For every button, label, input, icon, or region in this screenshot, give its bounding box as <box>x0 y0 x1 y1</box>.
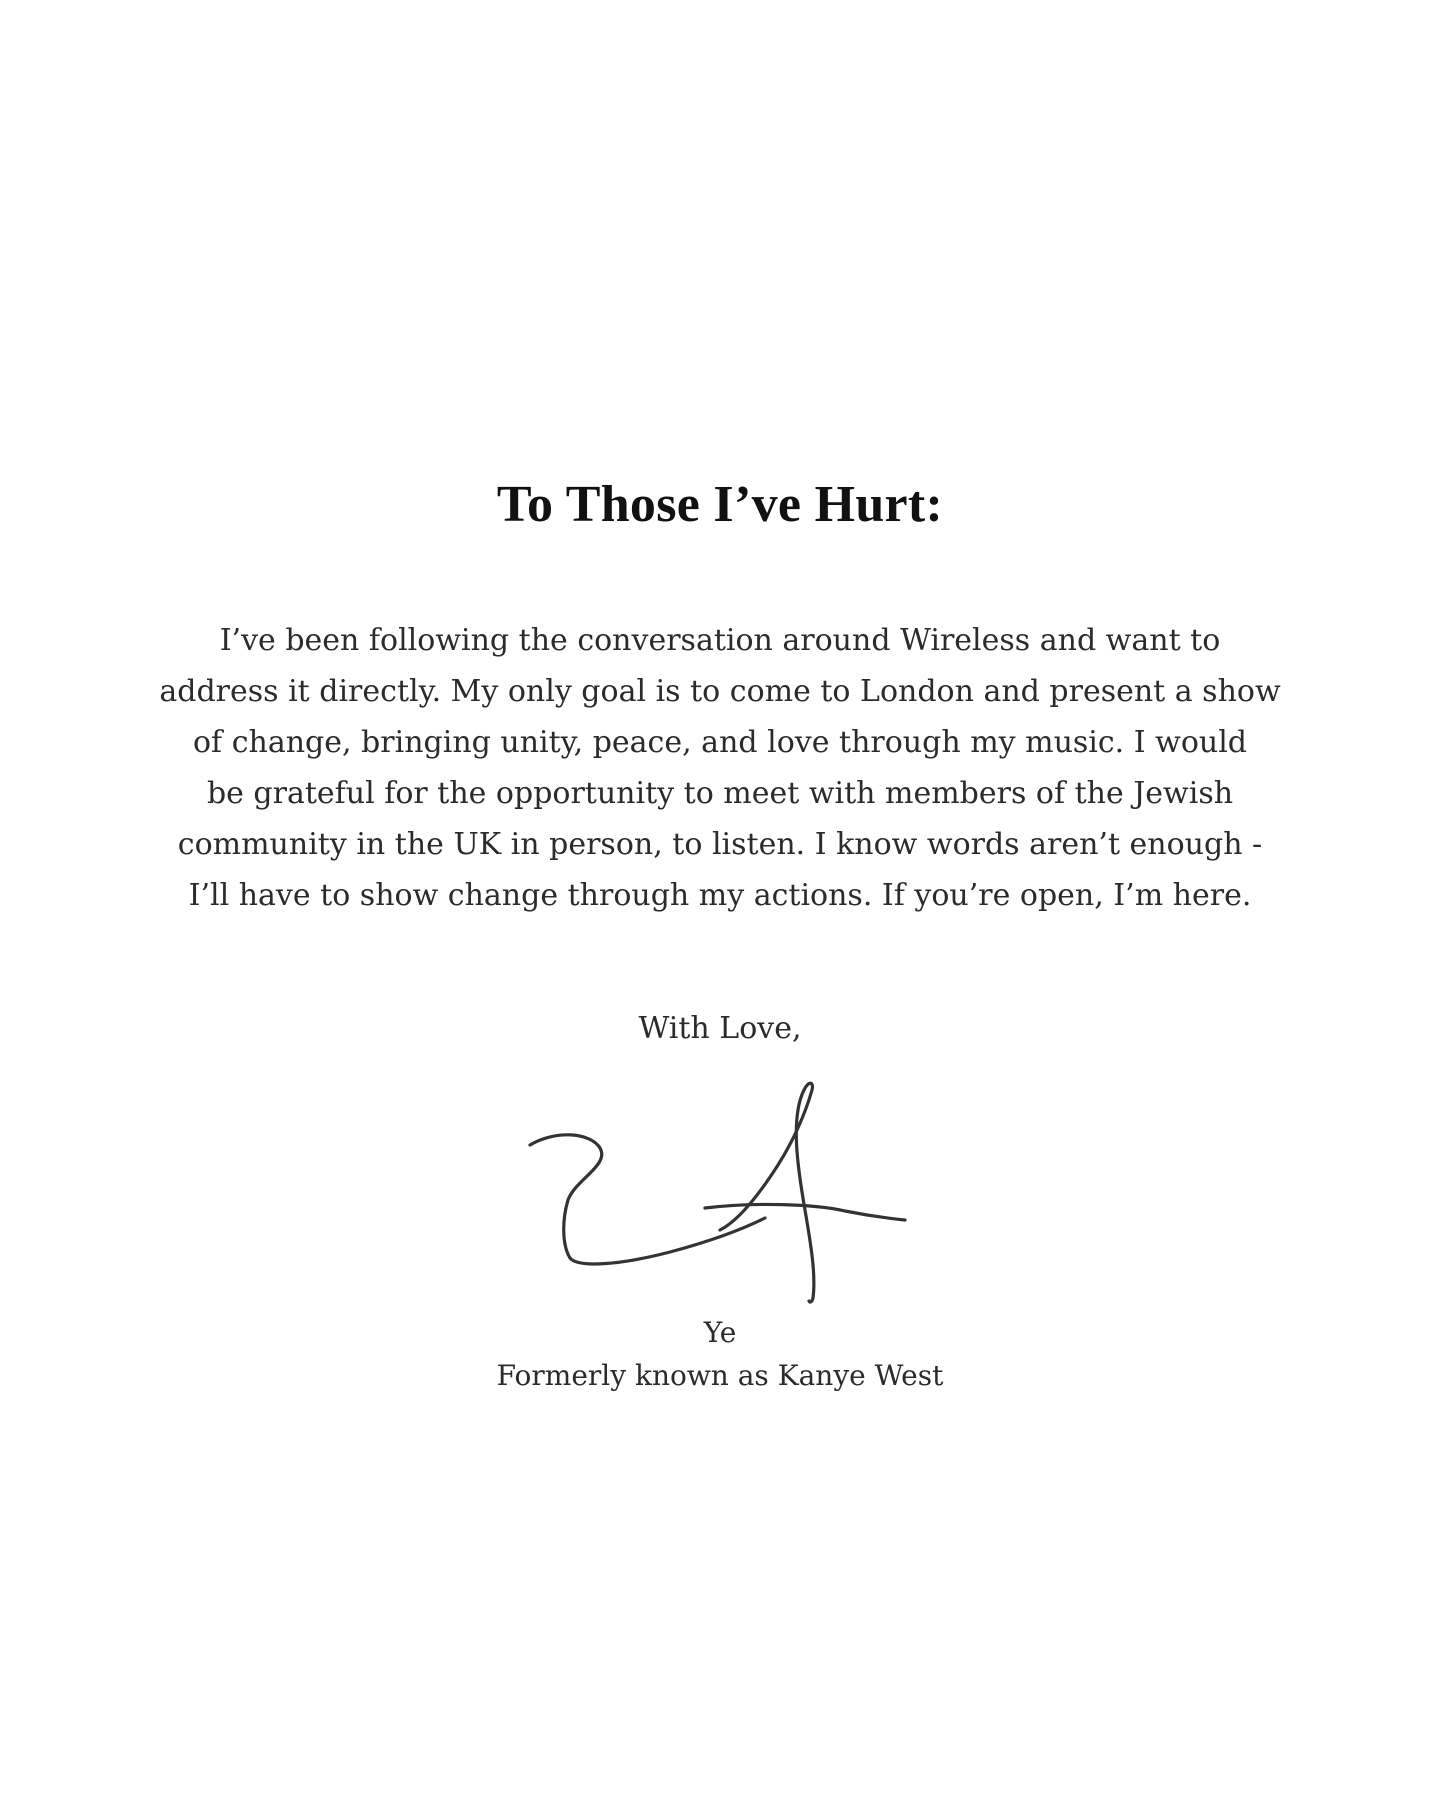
body-line: address it directly. My only goal is to come to London and present a show <box>159 674 1281 709</box>
signature-name: Ye <box>703 1316 737 1349</box>
letter-closing: With Love, <box>638 1011 802 1046</box>
body-line: of change, bringing unity, peace, and love through my music. I would <box>193 725 1247 760</box>
body-line: community in the UK in person, to listen. I know words aren’t enough - <box>177 827 1263 862</box>
body-line: be grateful for the opportunity to meet with members of the Jewish <box>206 776 1234 811</box>
handwritten-signature <box>500 1070 980 1320</box>
signature-stroke <box>720 1083 814 1302</box>
body-line: I’ll have to show change through my actions. If you’re open, I’m here. <box>188 878 1252 913</box>
letter-title: To Those I’ve Hurt: <box>496 476 944 533</box>
body-line: I’ve been following the conversation around Wireless and want to <box>219 623 1221 658</box>
signature-stroke <box>530 1135 765 1264</box>
signature-subtitle: Formerly known as Kanye West <box>496 1359 944 1392</box>
letter-body <box>120 615 1320 921</box>
